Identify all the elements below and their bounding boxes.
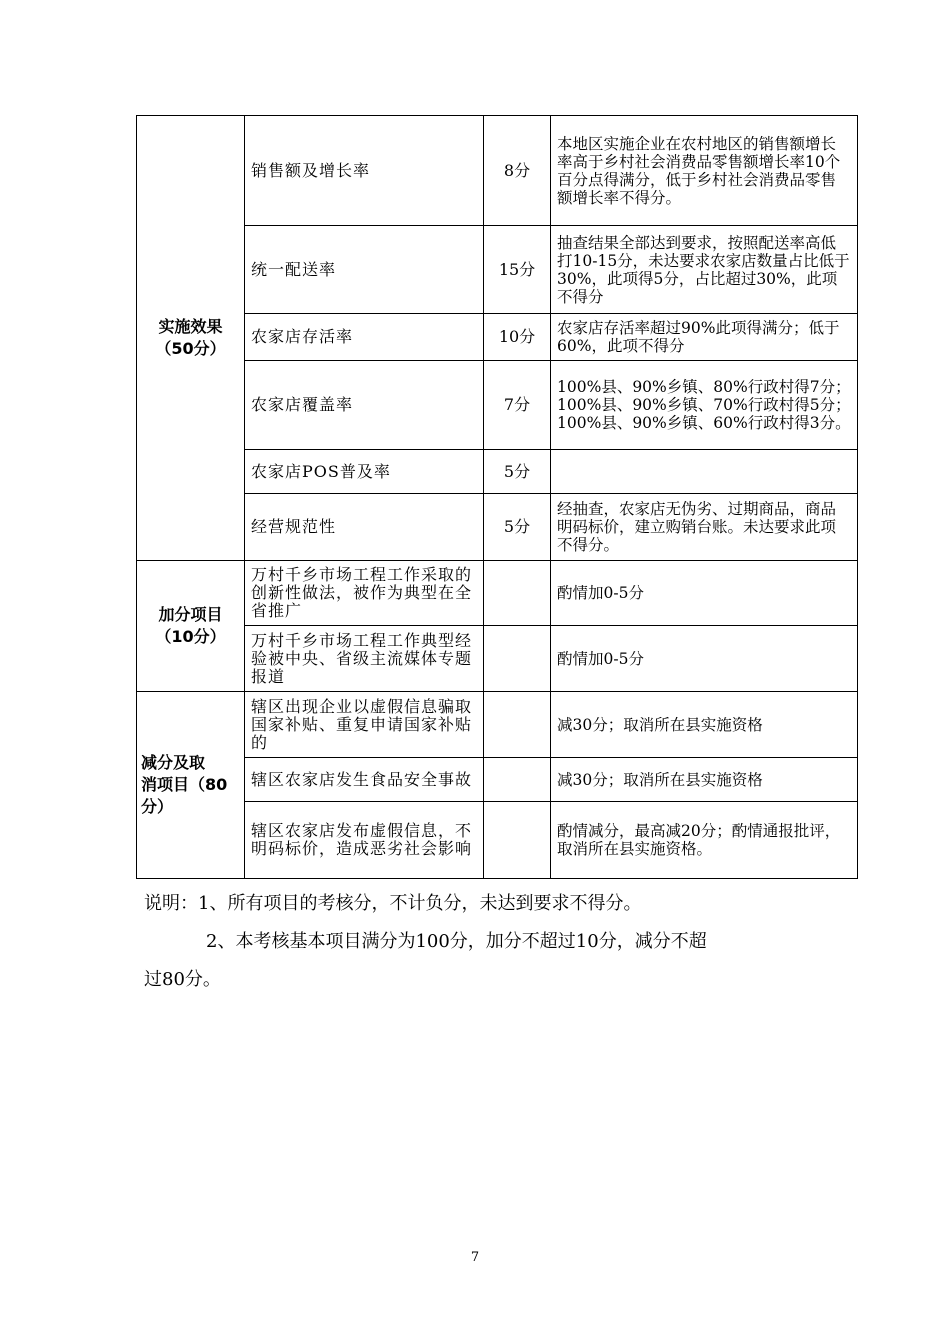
points-cell (484, 692, 551, 758)
standard-cell: 酌情加0-5分 (551, 626, 858, 692)
category-label: 消项目（80 (141, 775, 228, 794)
category-cell (137, 561, 245, 692)
category-label: 分） (141, 797, 174, 816)
item-cell: 农家店覆盖率 (245, 361, 484, 450)
note-line: 说明：1、所有项目的考核分，不计负分，未达到要求不得分。 (144, 893, 642, 914)
standard-cell (551, 450, 858, 494)
table-row (137, 494, 858, 561)
table-row (137, 758, 858, 802)
table-row (137, 802, 858, 879)
item-cell: 销售额及增长率 (245, 116, 484, 226)
points-cell: 5分 (484, 450, 551, 494)
table-row (137, 561, 858, 626)
item-cell: 农家店存活率 (245, 314, 484, 361)
item-cell: 辖区农家店发布虚假信息，不明码标价，造成恶劣社会影响 (245, 802, 484, 879)
points-cell: 15分 (484, 226, 551, 314)
note-line: 过80分。 (144, 969, 221, 990)
category-label: （50分） (155, 339, 226, 358)
points-cell: 5分 (484, 494, 551, 561)
standard-cell: 减30分；取消所在县实施资格 (551, 692, 858, 758)
table-row (137, 692, 858, 758)
points-cell (484, 802, 551, 879)
category-label: 实施效果 (158, 317, 223, 336)
table-row (137, 361, 858, 450)
item-cell: 辖区农家店发生食品安全事故 (245, 758, 484, 802)
table-row (137, 450, 858, 494)
points-cell (484, 626, 551, 692)
item-cell: 辖区出现企业以虚假信息骗取国家补贴、重复申请国家补贴的 (245, 692, 484, 758)
item-cell: 经营规范性 (245, 494, 484, 561)
standard-cell: 减30分；取消所在县实施资格 (551, 758, 858, 802)
table-row (137, 626, 858, 692)
points-cell: 10分 (484, 314, 551, 361)
standard-cell: 酌情加0-5分 (551, 561, 858, 626)
item-cell: 万村千乡市场工程工作典型经验被中央、省级主流媒体专题报道 (245, 626, 484, 692)
standard-cell: 本地区实施企业在农村地区的销售额增长率高于乡村社会消费品零售额增长率10个百分点得满分，低于乡村社会消费品零售额增长率不得分。 (551, 116, 858, 226)
assessment-table (136, 115, 858, 879)
standard-cell: 经抽查，农家店无伪劣、过期商品，商品明码标价，建立购销台账。未达要求此项不得分。 (551, 494, 858, 561)
points-cell (484, 758, 551, 802)
standard-cell: 酌情减分，最高减20分；酌情通报批评，取消所在县实施资格。 (551, 802, 858, 879)
standard-cell: 农家店存活率超过90%此项得满分；低于60%，此项不得分 (551, 314, 858, 361)
points-cell (484, 561, 551, 626)
points-cell: 7分 (484, 361, 551, 450)
item-cell: 统一配送率 (245, 226, 484, 314)
category-cell (137, 692, 245, 879)
points-cell: 8分 (484, 116, 551, 226)
table-row (137, 226, 858, 314)
standard-cell: 抽查结果全部达到要求，按照配送率高低打10-15分，未达要求农家店数量占比低于30%，此项得5分，占比超过30%，此项不得分 (551, 226, 858, 314)
note-line: 2、本考核基本项目满分为100分，加分不超过10分，减分不超 (206, 931, 707, 952)
table-row (137, 116, 858, 226)
item-cell: 万村千乡市场工程工作采取的创新性做法，被作为典型在全省推广 (245, 561, 484, 626)
notes (144, 885, 844, 999)
category-label: （10分） (155, 627, 226, 646)
standard-cell: 100%县、90%乡镇、80%行政村得7分；100%县、90%乡镇、70%行政村得5分；100%县、90%乡镇、60%行政村得3分。 (551, 361, 858, 450)
category-cell (137, 116, 245, 561)
page-number: 7 (470, 1250, 480, 1265)
category-label: 减分及取 (141, 753, 206, 772)
item-cell: 农家店POS普及率 (245, 450, 484, 494)
table-row (137, 314, 858, 361)
category-label: 加分项目 (158, 605, 223, 624)
